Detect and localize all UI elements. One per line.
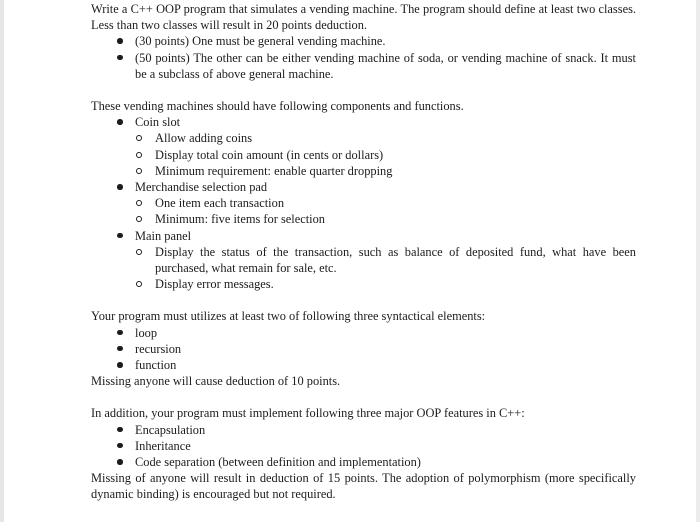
component-label: Main panel	[135, 228, 192, 243]
coin-slot-sublist	[91, 130, 636, 179]
spacer	[91, 389, 636, 405]
list-item: (50 points) The other can be either vending machine of soda, or vending machine of snack. It must be a subclass of above general machine.	[91, 50, 636, 82]
component-label: Merchandise selection pad	[135, 180, 268, 195]
spacer	[91, 292, 636, 308]
components-heading: These vending machines should have following components and functions.	[91, 99, 464, 114]
list-item: Inheritance	[91, 438, 636, 454]
assignment-document	[91, 1, 636, 503]
component-label: Coin slot	[135, 115, 181, 130]
components-list	[91, 114, 636, 292]
list-item: Code separation (between definition and implementation)	[91, 454, 636, 470]
sub-list-item: Display total coin amount (in cents or dollars)	[91, 147, 636, 163]
list-item: Encapsulation	[91, 422, 636, 438]
right-edge-shadow	[696, 0, 700, 522]
sub-list-item: One item each transaction	[91, 195, 636, 211]
component-coin-slot	[91, 114, 636, 179]
oop-list	[91, 422, 636, 471]
component-selection-pad	[91, 179, 636, 228]
selection-pad-sublist	[91, 195, 636, 227]
list-item: (30 points) One must be general vending machine.	[91, 33, 636, 49]
sub-list-item: Display the status of the transaction, such as balance of deposited fund, what have been purchased, what remain for sale, etc.	[91, 244, 636, 276]
sub-list-item: Minimum: five items for selection	[91, 211, 636, 227]
left-edge-shadow	[0, 0, 4, 522]
syntax-penalty: Missing anyone will cause deduction of 10 points.	[91, 374, 341, 389]
sub-list-item: Allow adding coins	[91, 130, 636, 146]
oop-heading: In addition, your program must implement following three major OOP features in C++:	[91, 406, 525, 421]
sub-list-item: Minimum requirement: enable quarter dropping	[91, 163, 636, 179]
list-item: loop	[91, 325, 636, 341]
syntax-heading: Your program must utilizes at least two of following three syntactical elements:	[91, 309, 486, 324]
list-item: recursion	[91, 341, 636, 357]
oop-penalty: Missing of anyone will result in deduction of 15 points. The adoption of polymorphism (more specifically dynamic binding) is encouraged but not required.	[91, 471, 636, 502]
intro-list	[91, 33, 636, 82]
spacer	[91, 82, 636, 98]
list-item: function	[91, 357, 636, 373]
main-panel-sublist	[91, 244, 636, 293]
sub-list-item: Display error messages.	[91, 276, 636, 292]
component-main-panel	[91, 228, 636, 293]
syntax-list	[91, 325, 636, 374]
intro-paragraph: Write a C++ OOP program that simulates a vending machine. The program should define at least two classes. Less than two classes will result in 20 points deduction.	[91, 2, 636, 33]
